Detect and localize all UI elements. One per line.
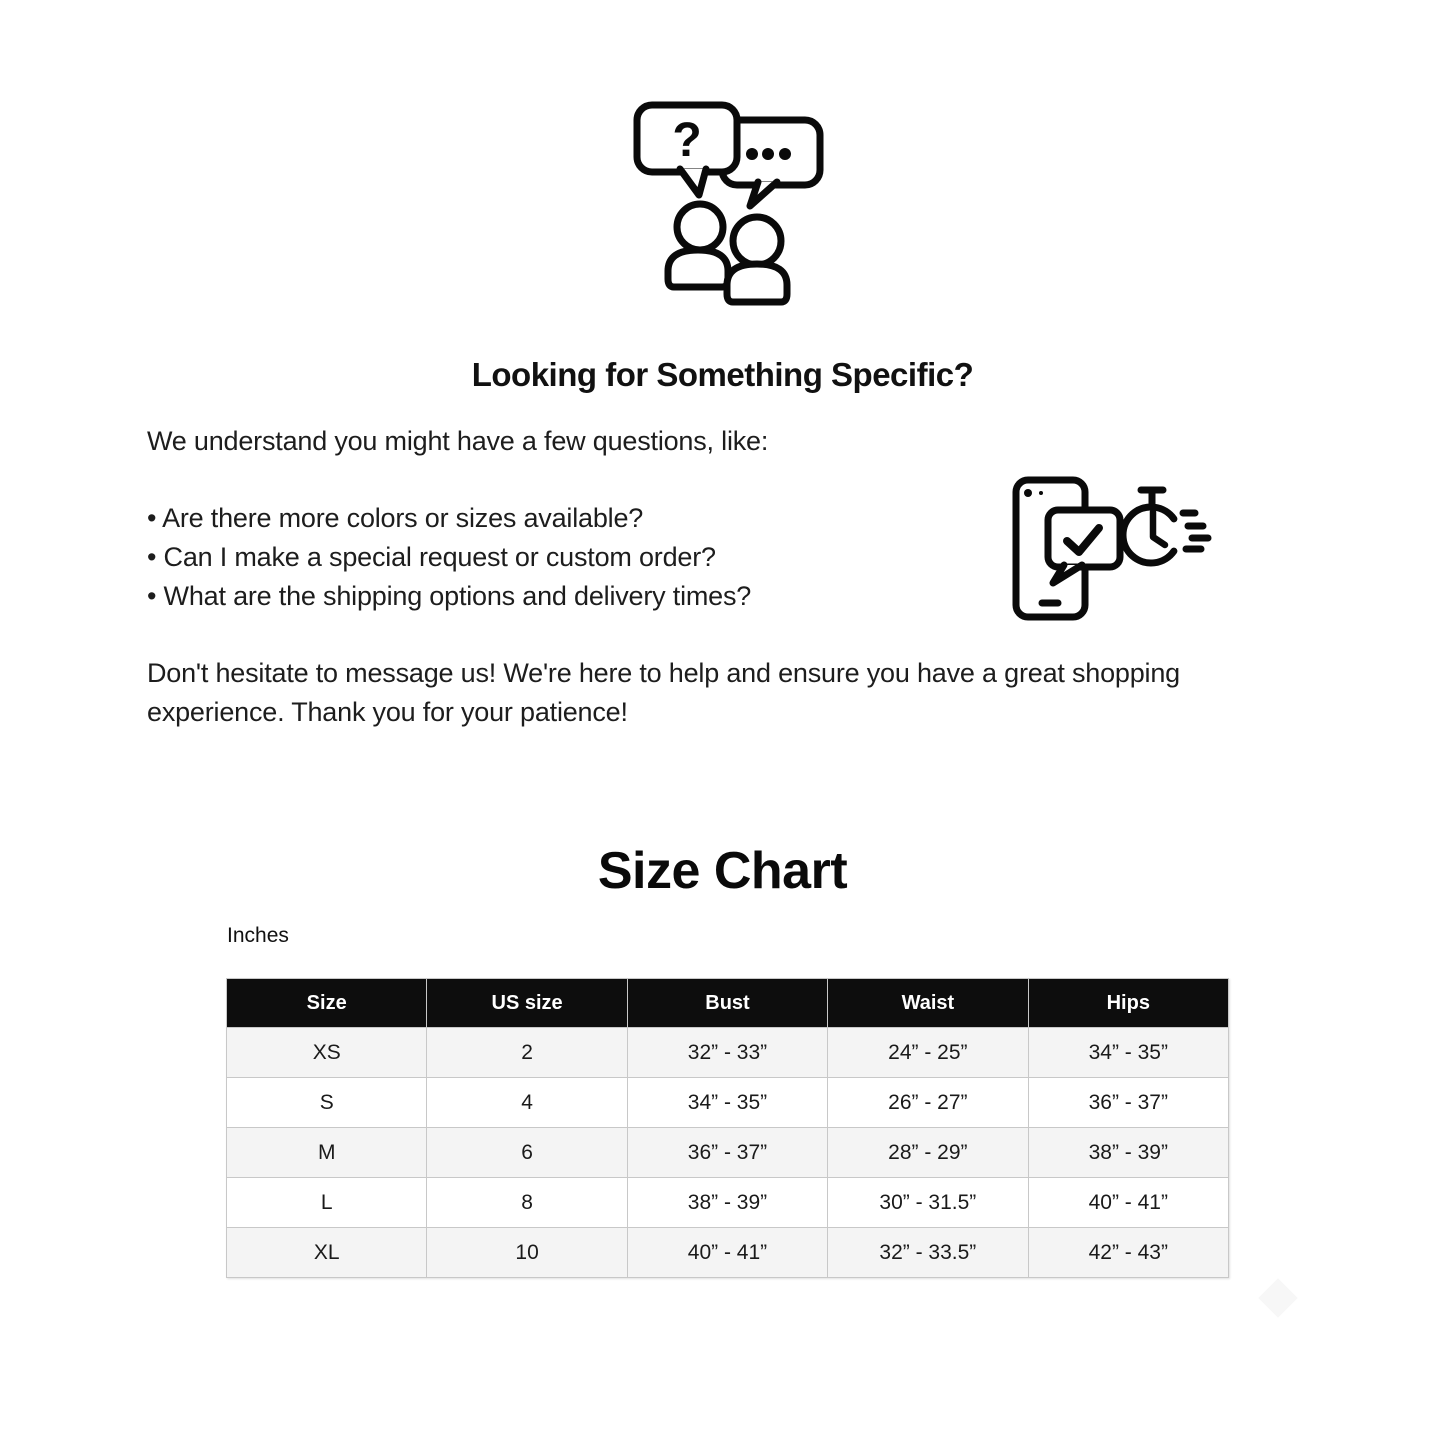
size-table-cell: S (227, 1078, 427, 1128)
size-table-cell: 24” - 25” (828, 1028, 1028, 1078)
size-table-cell: 34” - 35” (1028, 1028, 1228, 1078)
size-table-cell: 4 (427, 1078, 627, 1128)
dot-icon (762, 148, 774, 160)
intro-text: We understand you might have a few questions, like: (147, 426, 769, 456)
size-table-header-row (227, 979, 1229, 1028)
size-table-cell: 8 (427, 1178, 627, 1228)
size-table-cell: 42” - 43” (1028, 1228, 1228, 1278)
question-item: • What are the shipping options and delivery times? (147, 580, 752, 611)
person-head-icon (733, 217, 781, 265)
phone-message-stopwatch-icon (1010, 470, 1215, 630)
speech-bubble-dots-tail (750, 182, 777, 206)
stopwatch-dial (1123, 507, 1174, 563)
size-table-cell: 40” - 41” (1028, 1178, 1228, 1228)
size-table-cell: L (227, 1178, 427, 1228)
dot-icon (746, 148, 758, 160)
size-table-cell: XS (227, 1028, 427, 1078)
size-table-cell: 6 (427, 1128, 627, 1178)
size-chart-title: Size Chart (597, 842, 848, 900)
size-chart-table-wrap (226, 978, 1229, 1278)
chat-people-question-icon (627, 100, 827, 312)
stopwatch-hands (1153, 512, 1165, 545)
size-table-cell: 36” - 37” (1028, 1078, 1228, 1128)
size-table-header-cell: Size (227, 979, 427, 1028)
size-table-row (227, 1028, 1229, 1078)
blank-line (147, 461, 768, 500)
speech-bubble-question-tail (680, 169, 706, 195)
question-list (147, 499, 768, 615)
question-mark-glyph: ? (672, 114, 702, 167)
size-table-cell: XL (227, 1228, 427, 1278)
unit-label: Inches (227, 924, 289, 947)
question-item: • Are there more colors or sizes available? (147, 503, 644, 534)
closing-text: Don't hesitate to message us! We're here to help and ensure you have a great shopping experience. Thank you for your patience! (147, 658, 1180, 727)
size-table-cell: 34” - 35” (627, 1078, 827, 1128)
message-bubble (1048, 510, 1120, 567)
size-table-cell: 28” - 29” (828, 1128, 1028, 1178)
section-heading: Looking for Something Specific? (471, 356, 974, 393)
size-table-cell: 32” - 33.5” (828, 1228, 1028, 1278)
size-table-cell: 30” - 31.5” (828, 1178, 1028, 1228)
size-table-cell: 36” - 37” (627, 1128, 827, 1178)
size-table-row (227, 1178, 1229, 1228)
size-table-header-cell: US size (427, 979, 627, 1028)
person-body-icon (668, 250, 728, 287)
size-table-header-cell: Bust (627, 979, 827, 1028)
size-table-cell: 26” - 27” (828, 1078, 1028, 1128)
size-table-row (227, 1128, 1229, 1178)
size-table-row (227, 1078, 1229, 1128)
size-table-cell: 10 (427, 1228, 627, 1278)
intro-block (147, 422, 768, 616)
phone-speaker-dot (1039, 491, 1043, 495)
person-body-icon (727, 264, 787, 302)
size-table-cell: 40” - 41” (627, 1228, 827, 1278)
dot-icon (779, 148, 791, 160)
size-table-cell: M (227, 1128, 427, 1178)
person-head-icon (677, 204, 723, 250)
size-table-cell: 2 (427, 1028, 627, 1078)
size-table-row (227, 1228, 1229, 1278)
phone-camera-dot (1024, 489, 1032, 497)
size-table-cell: 32” - 33” (627, 1028, 827, 1078)
watermark-diamond (1258, 1278, 1298, 1318)
size-table-header-cell: Waist (828, 979, 1028, 1028)
size-table-cell: 38” - 39” (1028, 1128, 1228, 1178)
size-table-header-cell: Hips (1028, 979, 1228, 1028)
question-item: • Can I make a special request or custom order? (147, 542, 716, 573)
size-chart-table (226, 978, 1229, 1278)
size-table-cell: 38” - 39” (627, 1178, 827, 1228)
